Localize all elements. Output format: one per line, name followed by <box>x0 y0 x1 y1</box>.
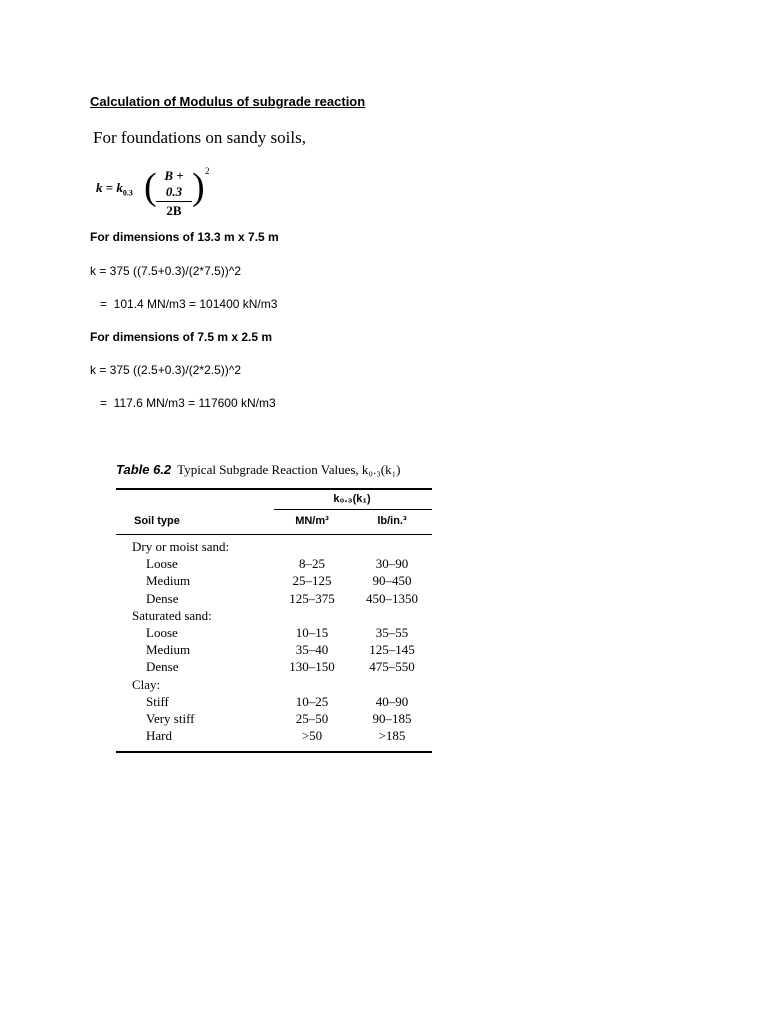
case2-heading: For dimensions of 7.5 m x 2.5 m <box>90 330 273 344</box>
case1-result: = 101.4 MN/m3 = 101400 kN/m3 <box>100 297 278 311</box>
mn-cell: >50 <box>301 728 323 744</box>
formula-k: k <box>96 180 103 195</box>
mn-cell: 10–15 <box>295 624 329 640</box>
formula-left-paren: ( <box>144 166 157 208</box>
formula-numerator: B + 0.3 <box>156 168 192 202</box>
table-row <box>116 642 432 659</box>
soil-cell: Clay: <box>132 676 161 692</box>
table-row <box>116 625 432 642</box>
header-soil-type: Soil type <box>134 515 180 527</box>
soil-cell: Stiff <box>146 693 169 709</box>
mn-cell: 25–125 <box>292 573 332 589</box>
mn-cell: 35–40 <box>295 642 329 658</box>
table-row <box>116 556 432 573</box>
table-row <box>116 591 432 608</box>
intro-text: For foundations on sandy soils, <box>93 128 306 147</box>
lb-cell: 475–550 <box>369 659 415 675</box>
table-row <box>116 573 432 590</box>
table-bottom-rule <box>116 751 432 753</box>
table-row <box>116 677 432 694</box>
lb-cell: 450–1350 <box>366 590 418 606</box>
document-title: Calculation of Modulus of subgrade reaction <box>90 94 366 109</box>
case1-heading: For dimensions of 13.3 m x 7.5 m <box>90 230 279 244</box>
formula-equals: = <box>105 180 114 195</box>
formula-k-sub: 0.3 <box>122 188 133 198</box>
mn-cell: 25–50 <box>295 710 329 726</box>
table-group-header <box>116 490 432 510</box>
formula-denominator: 2B <box>166 203 182 218</box>
table-row <box>116 728 432 745</box>
lb-cell: 35–55 <box>375 624 409 640</box>
lb-cell: >185 <box>378 728 406 744</box>
table-caption-label: Table 6.2 <box>116 462 172 477</box>
soil-cell: Hard <box>146 728 172 744</box>
formula-fraction <box>156 168 192 219</box>
header-lb: lb/in.³ <box>377 515 407 527</box>
mn-cell: 125–375 <box>289 590 335 606</box>
soil-cell: Very stiff <box>146 710 195 726</box>
formula-k-symbol: k <box>116 180 123 195</box>
header-mn: MN/m³ <box>295 515 329 527</box>
case2-result: = 117.6 MN/m3 = 117600 kN/m3 <box>100 396 276 410</box>
mn-cell: 130–150 <box>289 659 335 675</box>
subgrade-table <box>116 462 432 753</box>
lb-cell: 30–90 <box>375 556 409 572</box>
table-group-label: k₀.₃(k₁) <box>333 493 371 505</box>
table-caption-text: Typical Subgrade Reaction Values, k₀.₃(k₁) <box>177 462 401 477</box>
soil-cell: Loose <box>146 624 178 640</box>
table-row <box>116 659 432 676</box>
mn-cell: 8–25 <box>299 556 325 572</box>
soil-cell: Medium <box>146 573 191 589</box>
formula-right-paren: ) <box>192 166 205 208</box>
table-row <box>116 711 432 728</box>
table-body <box>116 535 432 751</box>
table-caption <box>116 462 432 484</box>
formula-exponent: 2 <box>205 166 210 176</box>
table-row <box>116 608 432 625</box>
soil-cell: Loose <box>146 556 178 572</box>
table-row <box>116 694 432 711</box>
lb-cell: 90–185 <box>372 710 412 726</box>
table-header-row <box>116 510 432 534</box>
soil-cell: Medium <box>146 642 191 658</box>
case2-equation: k = 375 ((2.5+0.3)/(2*2.5))^2 <box>90 363 242 377</box>
soil-cell: Saturated sand: <box>132 607 212 623</box>
lb-cell: 40–90 <box>375 693 409 709</box>
lb-cell: 125–145 <box>369 642 415 658</box>
soil-cell: Dry or moist sand: <box>132 539 230 554</box>
formula-lhs <box>96 180 133 198</box>
table-row <box>116 539 432 556</box>
soil-cell: Dense <box>146 659 179 675</box>
mn-cell: 10–25 <box>295 693 329 709</box>
case1-equation: k = 375 ((7.5+0.3)/(2*7.5))^2 <box>90 264 242 278</box>
soil-cell: Dense <box>146 590 179 606</box>
lb-cell: 90–450 <box>372 573 412 589</box>
